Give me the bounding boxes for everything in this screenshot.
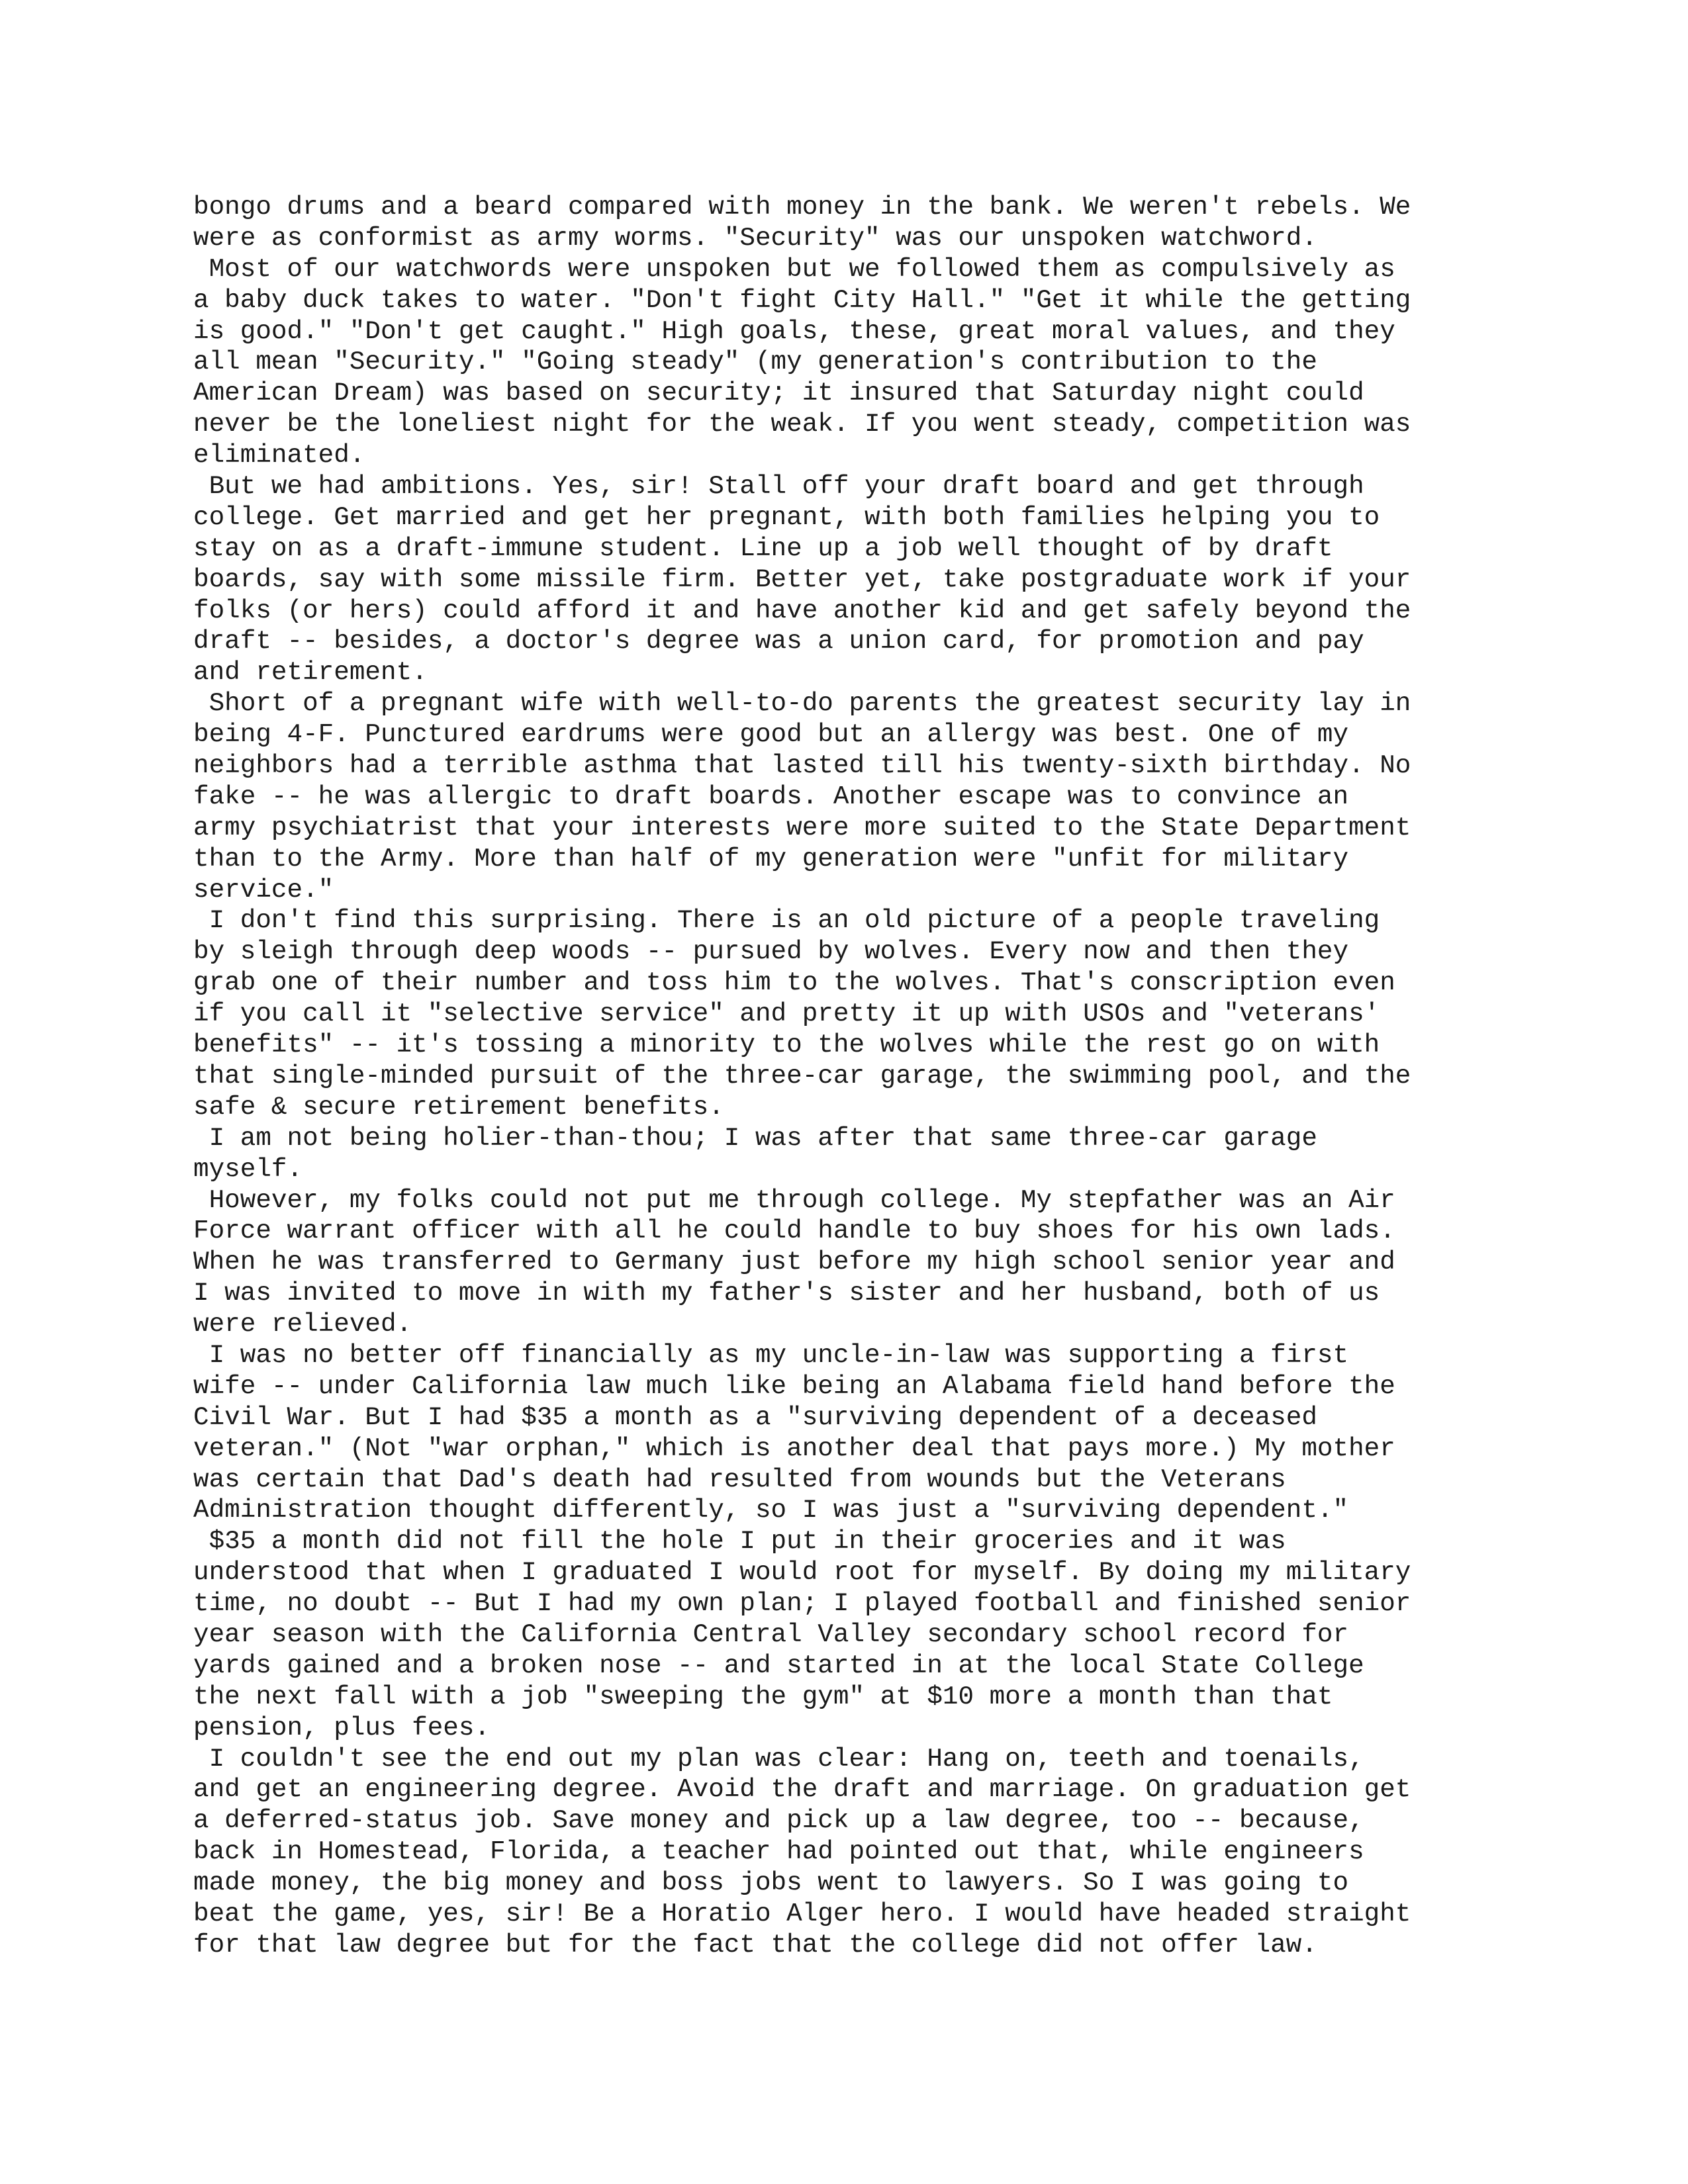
text-line: back in Homestead, Florida, a teacher had pointed out that, while engineers — [193, 1837, 1364, 1867]
text-line: When he was transferred to Germany just before my high school senior year and — [193, 1247, 1395, 1277]
text-line: But we had ambitions. Yes, sir! Stall off your draft board and get through — [193, 471, 1364, 502]
text-line: college. Get married and get her pregnant, with both families helping you to — [193, 502, 1380, 532]
text-line: beat the game, yes, sir! Be a Horatio Alger hero. I would have headed straight — [193, 1898, 1411, 1929]
text-line: made money, the big money and boss jobs went to lawyers. So I was going to — [193, 1868, 1349, 1898]
text-line: neighbors had a terrible asthma that lasted till his twenty-sixth birthday. No — [193, 751, 1411, 781]
text-line: and get an engineering degree. Avoid the draft and marriage. On graduation get — [193, 1774, 1411, 1805]
text-line: were as conformist as army worms. "Security" was our unspoken watchword. — [193, 222, 1317, 253]
text-line: service." — [193, 874, 334, 905]
text-line: by sleigh through deep woods -- pursued by wolves. Every now and then they — [193, 936, 1349, 967]
text-line: for that law degree but for the fact that the college did not offer law. — [193, 1929, 1317, 1960]
text-line: $35 a month did not fill the hole I put in their groceries and it was — [193, 1526, 1286, 1557]
text-line: army psychiatrist that your interests were more suited to the State Department — [193, 812, 1411, 842]
text-line: I don't find this surprising. There is an old picture of a people traveling — [193, 905, 1380, 936]
text-line: Force warrant officer with all he could handle to buy shoes for his own lads. — [193, 1216, 1395, 1246]
text-line: boards, say with some missile firm. Better yet, take postgraduate work if your — [193, 564, 1411, 594]
text-line: being 4-F. Punctured eardrums were good but an allergy was best. One of my — [193, 719, 1349, 750]
text-line: I am not being holier-than-thou; I was after that same three-car garage — [193, 1122, 1317, 1153]
text-line: if you call it "selective service" and pretty it up with USOs and "veterans' — [193, 999, 1380, 1029]
text-line: never be the loneliest night for the weak. If you went steady, competition was — [193, 409, 1411, 439]
text-line: than to the Army. More than half of my generation were "unfit for military — [193, 843, 1349, 874]
text-line: bongo drums and a beard compared with money in the bank. We weren't rebels. We — [193, 192, 1411, 222]
text-line: that single-minded pursuit of the three-car garage, the swimming pool, and the — [193, 1060, 1411, 1091]
body-text — [193, 192, 1517, 1961]
text-line: grab one of their number and toss him to the wolves. That's conscription even — [193, 968, 1395, 998]
text-line: understood that when I graduated I would root for myself. By doing my military — [193, 1557, 1411, 1588]
text-line: fake -- he was allergic to draft boards. Another escape was to convince an — [193, 781, 1349, 811]
text-line: wife -- under California law much like being an Alabama field hand before the — [193, 1371, 1395, 1401]
text-line: safe & secure retirement benefits. — [193, 1091, 724, 1122]
text-line: myself. — [193, 1154, 303, 1184]
text-line: was certain that Dad's death had resulted from wounds but the Veterans — [193, 1464, 1286, 1494]
text-line: time, no doubt -- But I had my own plan; I played football and finished senior — [193, 1588, 1411, 1619]
text-line: a deferred-status job. Save money and pick up a law degree, too -- because, — [193, 1805, 1364, 1836]
text-line: Short of a pregnant wife with well-to-do parents the greatest security lay in — [193, 688, 1411, 719]
text-line: Administration thought differently, so I was just a "surviving dependent." — [193, 1495, 1349, 1525]
text-line: stay on as a draft-immune student. Line up a job well thought of by draft — [193, 533, 1333, 563]
text-line: Civil War. But I had $35 a month as a "surviving dependent of a deceased — [193, 1402, 1317, 1432]
text-line: veteran." (Not "war orphan," which is another deal that pays more.) My mother — [193, 1433, 1395, 1463]
text-line: I was no better off financially as my uncle-in-law was supporting a first — [193, 1340, 1349, 1370]
text-line: I was invited to move in with my father's sister and her husband, both of us — [193, 1278, 1380, 1308]
text-line: is good." "Don't get caught." High goals, these, great moral values, and they — [193, 316, 1395, 346]
text-line: Most of our watchwords were unspoken but we followed them as compulsively as — [193, 253, 1395, 284]
text-line: eliminated. — [193, 440, 365, 471]
text-line: all mean "Security." "Going steady" (my generation's contribution to the — [193, 347, 1317, 377]
text-line: draft -- besides, a doctor's degree was a union card, for promotion and pay — [193, 626, 1364, 657]
text-line: were relieved. — [193, 1309, 412, 1340]
text-line: folks (or hers) could afford it and have another kid and get safely beyond the — [193, 595, 1411, 625]
text-line: American Dream) was based on security; it insured that Saturday night could — [193, 378, 1364, 408]
text-line: the next fall with a job "sweeping the gym" at $10 more a month than that — [193, 1681, 1333, 1711]
text-line: I couldn't see the end out my plan was clear: Hang on, teeth and toenails, — [193, 1743, 1364, 1774]
text-line: and retirement. — [193, 657, 428, 688]
text-line: However, my folks could not put me through college. My stepfather was an Air — [193, 1185, 1395, 1215]
text-line: yards gained and a broken nose -- and started in at the local State College — [193, 1650, 1364, 1680]
text-line: pension, plus fees. — [193, 1712, 491, 1743]
text-line: benefits" -- it's tossing a minority to the wolves while the rest go on with — [193, 1030, 1380, 1060]
text-line: a baby duck takes to water. "Don't fight City Hall." "Get it while the getting — [193, 285, 1411, 315]
text-line: year season with the California Central Valley secondary school record for — [193, 1619, 1349, 1649]
